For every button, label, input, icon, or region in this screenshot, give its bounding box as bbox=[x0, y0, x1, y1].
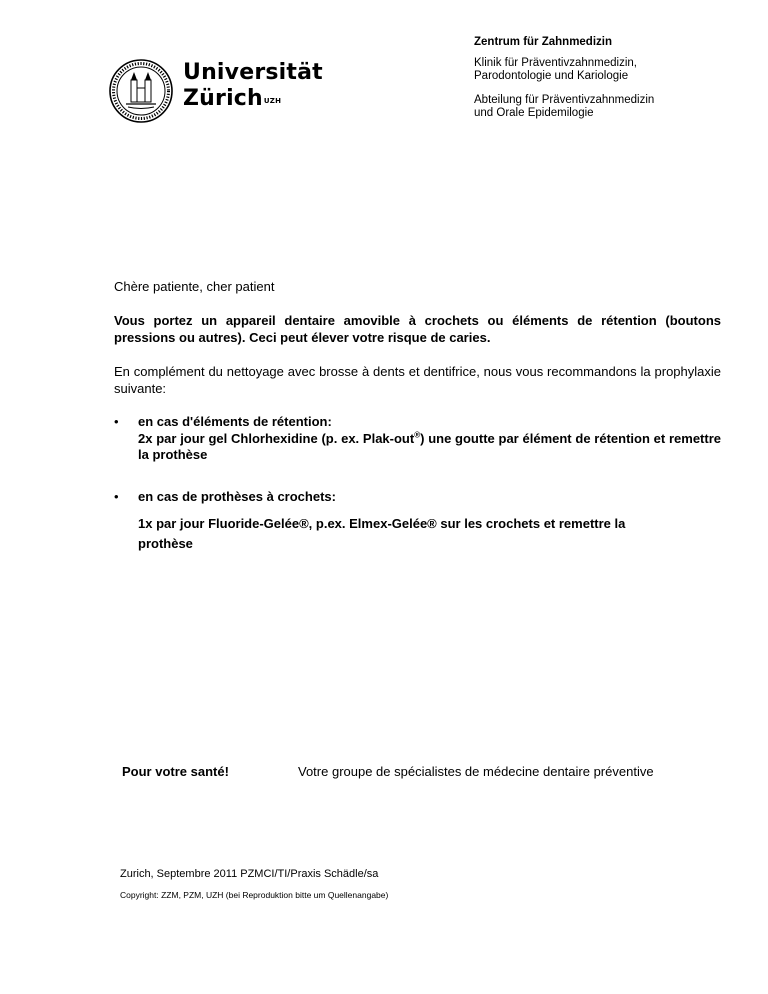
intro-paragraph: Vous portez un appareil dentaire amovible à crochets ou éléments de rétention (boutons pressions ou autres). Ceci peut élever votre risque de caries. bbox=[114, 313, 721, 345]
university-name bbox=[183, 60, 323, 112]
recommendation-paragraph: En complément du nettoyage avec brosse à dents et dentifrice, nous vous recommandons la prophylaxie suivante: bbox=[114, 364, 721, 396]
list-item-clasps-text bbox=[138, 514, 721, 554]
list-item-retention-title: en cas d'éléments de rétention: bbox=[138, 414, 332, 429]
clinic-line1: Klinik für Präventivzahnmedizin, bbox=[474, 56, 637, 69]
team-signature: Votre groupe de spécialistes de médecine dentaire préventive bbox=[298, 764, 654, 779]
registered-mark: ® bbox=[414, 430, 421, 440]
university-logo bbox=[108, 58, 323, 128]
clinic-line2: Parodontologie und Kariologie bbox=[474, 70, 629, 82]
list-item-retention bbox=[138, 414, 721, 464]
list-item-retention-text-a: 2x par jour gel Chlorhexidine (p. ex. Plak-out bbox=[138, 430, 415, 446]
list-item-clasps-title: en cas de prothèses à crochets: bbox=[138, 489, 336, 504]
date-reference: Zurich, Septembre 2011 PZMCI/TI/Praxis Schädle/sa bbox=[120, 868, 379, 880]
department-header bbox=[474, 36, 744, 121]
center-name: Zentrum für Zahnmedizin bbox=[474, 36, 612, 48]
university-name-line1: Universität bbox=[183, 60, 323, 85]
division-line2: und Orale Epidemilogie bbox=[474, 107, 594, 119]
bullet-icon: • bbox=[114, 414, 119, 429]
university-seal-icon bbox=[108, 58, 174, 124]
list-item-clasps-line1: 1x par jour Fluoride-Gelée®, p.ex. Elmex-Gelée® sur les crochets et remettre la bbox=[138, 516, 626, 531]
list-item-clasps bbox=[138, 489, 721, 506]
university-abbreviation: UZH bbox=[263, 97, 282, 105]
university-city: Zürich bbox=[183, 86, 263, 111]
bullet-icon: • bbox=[114, 489, 119, 504]
division-line1: Abteilung für Präventivzahnmedizin bbox=[474, 93, 655, 106]
university-name-line2 bbox=[183, 86, 323, 112]
copyright-notice: Copyright: ZZM, PZM, UZH (bei Reproduktion bitte um Quellenangabe) bbox=[120, 890, 389, 900]
salutation: Chère patiente, cher patient bbox=[114, 279, 275, 294]
health-greeting: Pour votre santé! bbox=[122, 764, 229, 779]
list-item-clasps-line2: prothèse bbox=[138, 536, 193, 551]
list-item-retention-text-b: ) une goutte par élément de rétention et remettre la prothèse bbox=[138, 430, 721, 462]
